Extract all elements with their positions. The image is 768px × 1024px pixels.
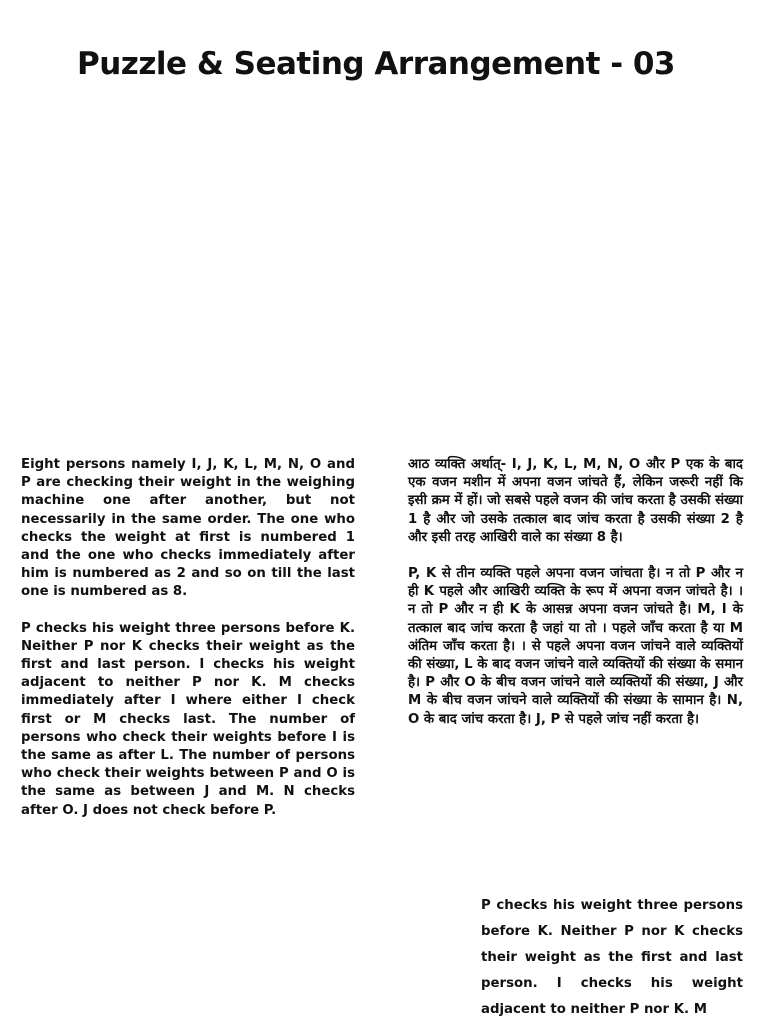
english-paragraph-intro: Eight persons namely I, J, K, L, M, N, O and P are checking their weight in the weighing machine one after another, but not necessarily in the same order. The one who checks the weight at first is numbered 1 and the one who checks immediately after him is numbered as 2 and so on till the last one is numbered as 8. [21,457,355,600]
hindi-text-column [408,456,743,729]
continued-text-column [481,893,743,1023]
page-title: Puzzle & Seating Arrangement - 03 [77,46,675,82]
english-paragraph-conditions: P checks his weight three persons before K. Neither P nor K checks their weight as the first and last person. I checks his weight adjacent to neither P nor K. M checks immediately after I where either I check first or M checks last. The number of persons who check their weights before I is the same as after L. The number of persons who check their weights between P and O is the same as between J and M. N checks after O. J does not check before P. [21,620,355,818]
hindi-paragraph-intro: आठ व्यक्ति अर्थात्- I, J, K, L, M, N, O और P एक के बाद एक वजन मशीन में अपना वजन जांचते हैं, लेकिन जरूरी नहीं कि इसी क्रम में हों। जो सबसे पहले वजन की जांच करता है उसकी संख्या 1 है और जो उसके तत्काल बाद जांच करता है उसकी संख्या 2 है और इसी तरह आखिरी वाले का संख्या 8 है। [408,457,743,545]
english-text-column [21,456,355,820]
hindi-paragraph-conditions: P, K से तीन व्यक्ति पहले अपना वजन जांचता है। न तो P और न ही K पहले और आखिरी व्यक्ति के रूप में अपना वजन जांचते है। । न तो P और न ही K के आसन्न अपना वजन जांचते है। M, I के तत्काल बाद जांच करता है जहां या तो । पहले जाँच करता है या M अंतिम जाँच करता है। । से पहले अपना वजन जांचने वाले व्यक्तियों की संख्या, L के बाद वजन जांचने वाले व्यक्तियों की संख्या के समान है। P और O के बीच वजन जांचने वाले व्यक्तियों की संख्या, J और M के बीच वजन जांचने वाले व्यक्तियों की संख्या के सामान है। N, O के बाद जांच करता है। J, P से पहले जांच नहीं करता है। [408,566,743,727]
continued-paragraph: P checks his weight three persons before K. Neither P nor K checks their weight as the first and last person. I checks his weight adjacent to neither P nor K. M [481,898,743,1017]
